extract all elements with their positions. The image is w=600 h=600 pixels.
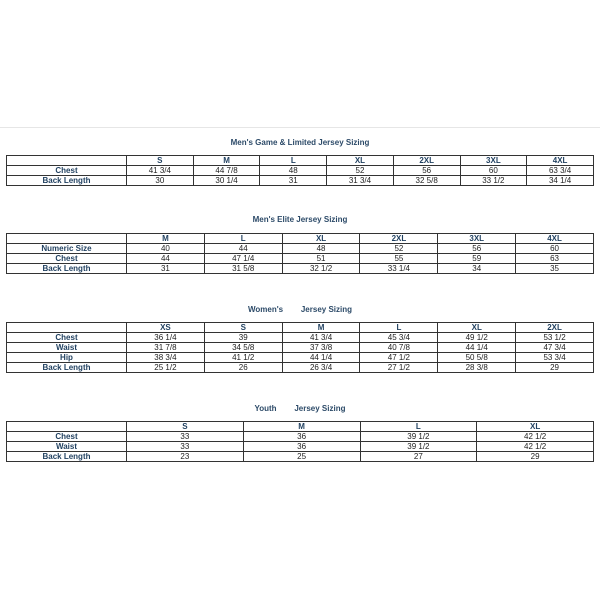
table-cell: 39: [204, 333, 282, 343]
table-cell: 36 1/4: [127, 333, 205, 343]
top-divider: [0, 127, 600, 128]
table-cell: 44: [204, 244, 282, 254]
table-cell: 50 5/8: [438, 353, 516, 363]
table-cell: 42 1/2: [477, 442, 594, 452]
size-header: S: [127, 422, 244, 432]
table-header-row: [7, 234, 594, 244]
table-cell: 30: [127, 176, 194, 186]
table-cell: 32 1/2: [282, 264, 360, 274]
row-label: Back Length: [7, 176, 127, 186]
table-row: [7, 442, 594, 452]
size-header: M: [127, 234, 205, 244]
table-cell: 31 7/8: [127, 343, 205, 353]
size-header: 3XL: [438, 234, 516, 244]
table-cell: 40 7/8: [360, 343, 438, 353]
size-header: 4XL: [516, 234, 594, 244]
table-cell: 33: [127, 432, 244, 442]
table-cell: 34 5/8: [204, 343, 282, 353]
table-cell: 42 1/2: [477, 432, 594, 442]
table-cell: 47 1/4: [204, 254, 282, 264]
table-cell: 36: [243, 432, 360, 442]
size-header: M: [193, 156, 260, 166]
size-header: XS: [127, 323, 205, 333]
table-cell: 35: [516, 264, 594, 274]
table-cell: 29: [516, 363, 594, 373]
table-row: [7, 333, 594, 343]
table-cell: 51: [282, 254, 360, 264]
table-cell: 38 3/4: [127, 353, 205, 363]
table-cell: 41 3/4: [282, 333, 360, 343]
table-cell: 39 1/2: [360, 432, 477, 442]
table-row: [7, 343, 594, 353]
table-cell: 60: [460, 166, 527, 176]
size-header: 3XL: [460, 156, 527, 166]
size-header: 2XL: [393, 156, 460, 166]
header-blank-cell: [7, 323, 127, 333]
size-header: XL: [282, 234, 360, 244]
table-cell: 30 1/4: [193, 176, 260, 186]
table-cell: 27: [360, 452, 477, 462]
table-cell: 37 3/8: [282, 343, 360, 353]
table-cell: 32 5/8: [393, 176, 460, 186]
table-row: [7, 166, 594, 176]
size-header: 4XL: [527, 156, 594, 166]
table-cell: 45 3/4: [360, 333, 438, 343]
table-cell: 36: [243, 442, 360, 452]
table-cell: 53 3/4: [516, 353, 594, 363]
header-blank-cell: [7, 156, 127, 166]
table-cell: 44 1/4: [438, 343, 516, 353]
table-cell: 47 3/4: [516, 343, 594, 353]
size-header: XL: [477, 422, 594, 432]
table-row: [7, 353, 594, 363]
table-cell: 31: [127, 264, 205, 274]
sizing-table-mens-elite: [6, 233, 594, 274]
size-header: S: [127, 156, 194, 166]
table-cell: 44 1/4: [282, 353, 360, 363]
table-cell: 25 1/2: [127, 363, 205, 373]
table-cell: 31 3/4: [327, 176, 394, 186]
table-cell: 47 1/2: [360, 353, 438, 363]
size-header: XL: [438, 323, 516, 333]
section-title-mens-game: Men's Game & Limited Jersey Sizing: [230, 138, 370, 147]
size-header: M: [243, 422, 360, 432]
size-header: XL: [327, 156, 394, 166]
table-cell: 53 1/2: [516, 333, 594, 343]
table-cell: 56: [438, 244, 516, 254]
sizing-table-womens: [6, 322, 594, 373]
table-cell: 40: [127, 244, 205, 254]
table-header-row: [7, 156, 594, 166]
table-row: [7, 254, 594, 264]
size-header: L: [260, 156, 327, 166]
row-label: Waist: [7, 442, 127, 452]
table-cell: 34: [438, 264, 516, 274]
table-row: [7, 432, 594, 442]
table-cell: 52: [360, 244, 438, 254]
table-cell: 44: [127, 254, 205, 264]
table-cell: 44 7/8: [193, 166, 260, 176]
size-header: M: [282, 323, 360, 333]
size-header: L: [360, 422, 477, 432]
table-header-row: [7, 323, 594, 333]
table-cell: 55: [360, 254, 438, 264]
table-cell: 39 1/2: [360, 442, 477, 452]
row-label: Chest: [7, 254, 127, 264]
table-cell: 52: [327, 166, 394, 176]
table-cell: 63 3/4: [527, 166, 594, 176]
table-row: [7, 264, 594, 274]
table-row: [7, 363, 594, 373]
header-blank-cell: [7, 422, 127, 432]
table-cell: 49 1/2: [438, 333, 516, 343]
row-label: Chest: [7, 432, 127, 442]
table-cell: 28 3/8: [438, 363, 516, 373]
size-header: 2XL: [360, 234, 438, 244]
header-blank-cell: [7, 234, 127, 244]
table-cell: 27 1/2: [360, 363, 438, 373]
section-title-youth: Youth Jersey Sizing: [254, 404, 346, 413]
table-header-row: [7, 422, 594, 432]
table-cell: 26 3/4: [282, 363, 360, 373]
table-cell: 41 3/4: [127, 166, 194, 176]
table-row: [7, 176, 594, 186]
table-cell: 26: [204, 363, 282, 373]
row-label: Waist: [7, 343, 127, 353]
table-cell: 33 1/2: [460, 176, 527, 186]
row-label: Back Length: [7, 452, 127, 462]
table-cell: 34 1/4: [527, 176, 594, 186]
row-label: Numeric Size: [7, 244, 127, 254]
table-cell: 33: [127, 442, 244, 452]
table-row: [7, 244, 594, 254]
sizing-table-mens-game: [6, 155, 594, 186]
row-label: Chest: [7, 166, 127, 176]
table-cell: 41 1/2: [204, 353, 282, 363]
table-cell: 48: [282, 244, 360, 254]
row-label: Hip: [7, 353, 127, 363]
table-cell: 63: [516, 254, 594, 264]
row-label: Chest: [7, 333, 127, 343]
size-header: 2XL: [516, 323, 594, 333]
row-label: Back Length: [7, 264, 127, 274]
table-cell: 48: [260, 166, 327, 176]
table-cell: 31: [260, 176, 327, 186]
table-cell: 25: [243, 452, 360, 462]
row-label: Back Length: [7, 363, 127, 373]
table-cell: 33 1/4: [360, 264, 438, 274]
size-header: S: [204, 323, 282, 333]
sizing-table-youth: [6, 421, 594, 462]
table-cell: 56: [393, 166, 460, 176]
table-cell: 23: [127, 452, 244, 462]
section-title-womens: Women's Jersey Sizing: [247, 305, 352, 314]
table-cell: 59: [438, 254, 516, 264]
table-cell: 29: [477, 452, 594, 462]
section-title-mens-elite: Men's Elite Jersey Sizing: [252, 215, 348, 224]
table-cell: 60: [516, 244, 594, 254]
table-row: [7, 452, 594, 462]
size-header: L: [360, 323, 438, 333]
table-cell: 31 5/8: [204, 264, 282, 274]
size-header: L: [204, 234, 282, 244]
